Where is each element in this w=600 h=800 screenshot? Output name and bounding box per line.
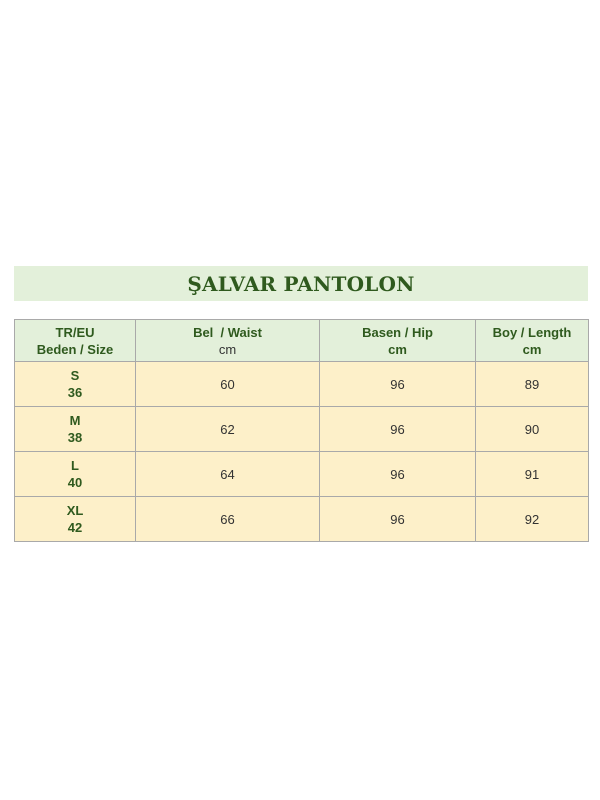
size-cell	[15, 452, 136, 497]
header-hip	[320, 320, 476, 362]
hip-cell: 96	[320, 407, 476, 452]
table-row	[15, 452, 589, 497]
header-hip-line2: cm	[388, 341, 407, 357]
header-hip-line1: Basen / Hip	[362, 324, 433, 340]
header-length-line2: cm	[522, 341, 542, 357]
length-cell: 89	[476, 362, 589, 407]
header-waist-line2: cm	[218, 341, 237, 357]
header-waist-line1: Bel / Waist	[193, 324, 262, 340]
length-cell: 90	[476, 407, 589, 452]
hip-cell: 96	[320, 362, 476, 407]
header-length	[476, 320, 589, 362]
table-header-row	[15, 320, 589, 362]
size-label: M	[69, 413, 81, 428]
header-length-line1: Boy / Length	[492, 324, 572, 340]
size-chart-table	[14, 319, 589, 542]
header-size-line1: TR/EU	[55, 324, 95, 340]
size-eu: 36	[67, 385, 83, 400]
hip-cell: 96	[320, 497, 476, 542]
waist-cell: 60	[136, 362, 320, 407]
waist-cell: 64	[136, 452, 320, 497]
size-cell	[15, 362, 136, 407]
size-label: XL	[66, 503, 84, 518]
length-cell: 92	[476, 497, 589, 542]
header-size-line2: Beden / Size	[36, 341, 114, 357]
size-eu: 42	[67, 520, 83, 535]
size-label: L	[71, 458, 79, 473]
hip-cell: 96	[320, 452, 476, 497]
header-size	[15, 320, 136, 362]
table-row	[15, 407, 589, 452]
page-title: ŞALVAR PANTOLON	[187, 271, 415, 296]
size-cell	[15, 407, 136, 452]
waist-cell: 62	[136, 407, 320, 452]
waist-cell: 66	[136, 497, 320, 542]
length-cell: 91	[476, 452, 589, 497]
table-row	[15, 362, 589, 407]
title-banner	[14, 266, 588, 301]
size-eu: 40	[67, 475, 83, 490]
header-waist	[136, 320, 320, 362]
size-eu: 38	[67, 430, 83, 445]
size-cell	[15, 497, 136, 542]
table-row	[15, 497, 589, 542]
size-label: S	[70, 368, 80, 383]
